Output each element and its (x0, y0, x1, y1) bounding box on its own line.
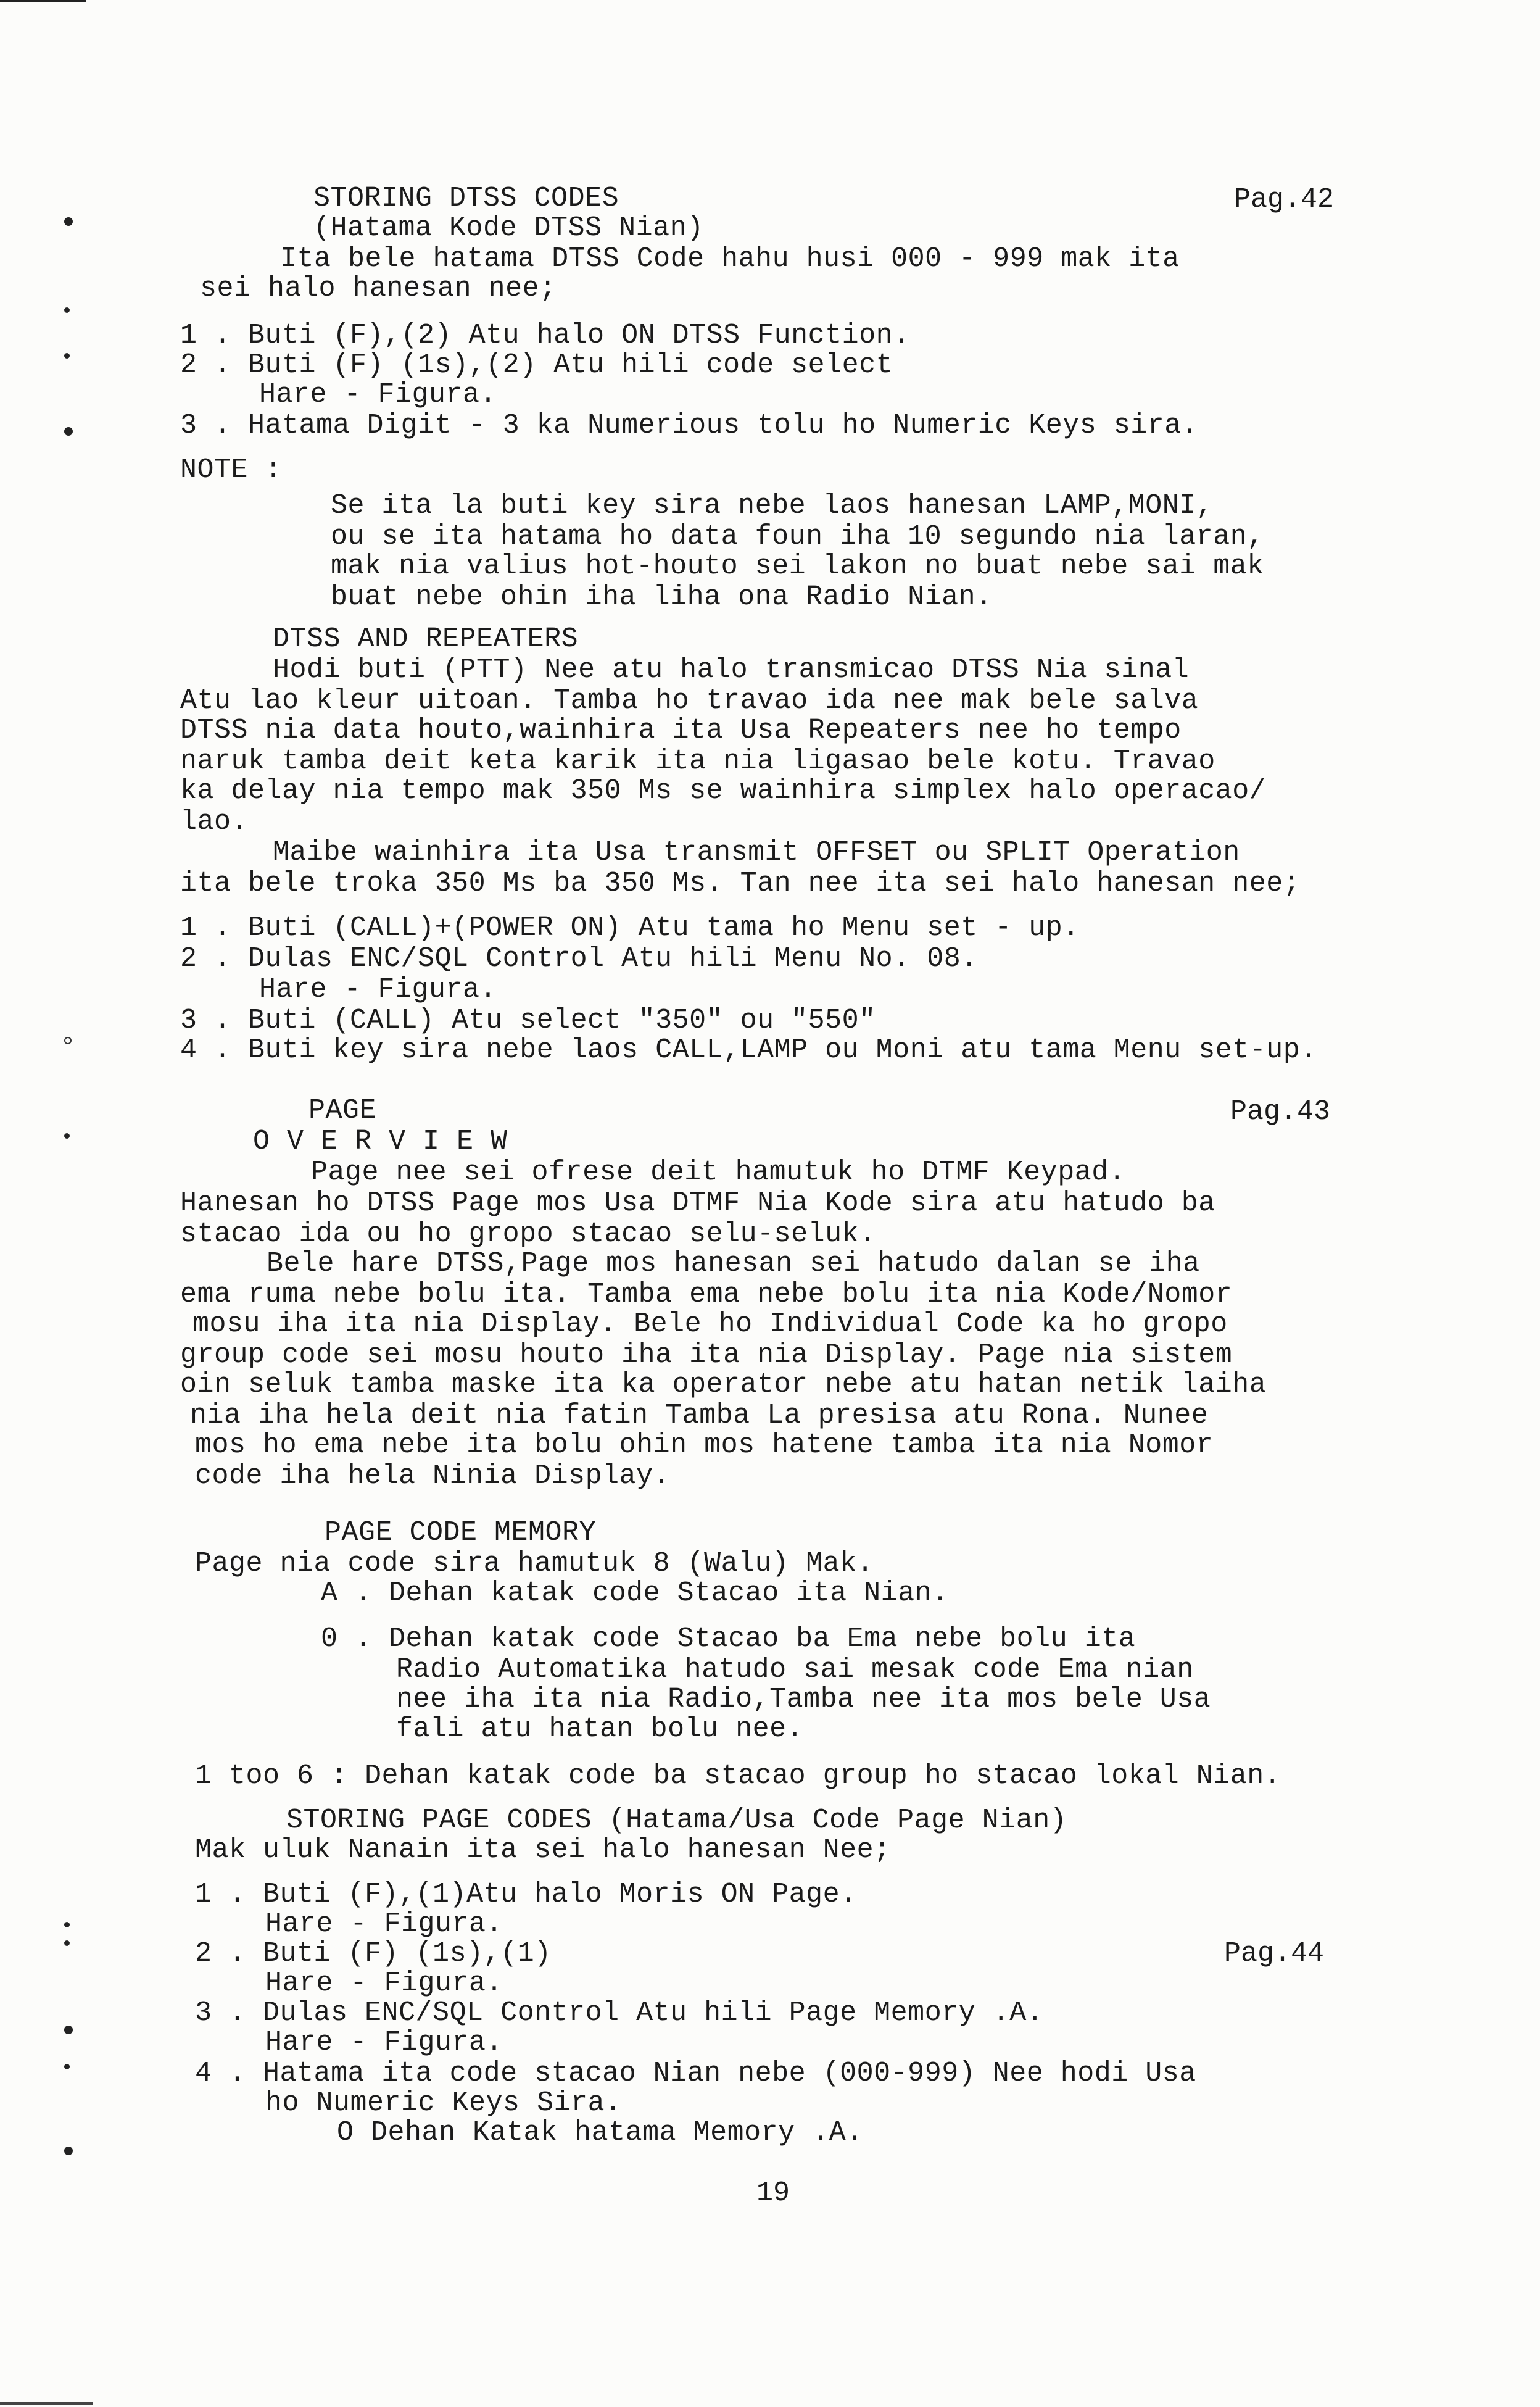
binding-hole-mark (64, 1922, 70, 1927)
page-marker-42: Pag.42 (1234, 184, 1335, 215)
section-heading-overview: O V E R V I E W (253, 1126, 508, 1157)
paragraph-line: Page nia code sira hamutuk 8 (Walu) Mak. (195, 1548, 874, 1579)
section-heading-storing-page-codes: STORING PAGE CODES (Hatama/Usa Code Page Nian) (286, 1805, 1067, 1836)
binding-hole-mark (64, 1037, 72, 1044)
paragraph-line: mosu iha ita nia Display. Bele ho Individual Code ka ho gropo (192, 1308, 1228, 1340)
paragraph-line: code iha hela Ninia Display. (195, 1460, 671, 1492)
step-continuation: ho Numeric Keys Sira. (265, 2087, 622, 2119)
page-marker-43: Pag.43 (1230, 1096, 1331, 1128)
paragraph-line: ka delay nia tempo mak 350 Ms se wainhira simplex halo operacao/ (180, 775, 1267, 807)
section-heading-storing-dtss: STORING DTSS CODES (313, 183, 619, 214)
figure-reference: Hare - Figura. (265, 1908, 503, 1940)
paragraph-line: Page nee sei ofrese deit hamutuk ho DTMF Keypad. (311, 1157, 1126, 1188)
step-line: 1 . Buti (F),(1)Atu halo Moris ON Page. (195, 1879, 857, 1910)
step-line: 2 . Buti (F) (1s),(1) (195, 1938, 552, 1969)
paragraph-line: Ita bele hatama DTSS Code hahu husi 000 - 999 mak ita (280, 243, 1180, 275)
paragraph-line: 1 too 6 : Dehan katak code ba stacao group ho stacao lokal Nian. (195, 1760, 1281, 1792)
paragraph-line: nia iha hela deit nia fatin Tamba La presisa atu Rona. Nunee (190, 1400, 1209, 1431)
paragraph-line: ema ruma nebe bolu ita. Tamba ema nebe bolu ita nia Kode/Nomor (180, 1279, 1233, 1310)
note-line: ou se ita hatama ho data foun iha 10 segundo nia laran, (331, 521, 1264, 552)
binding-hole-mark (64, 217, 73, 226)
paragraph-line: Hodi buti (PTT) Nee atu halo transmicao DTSS Nia sinal (273, 654, 1190, 686)
page-number: 19 (756, 2177, 790, 2209)
figure-reference: Hare - Figura. (259, 974, 497, 1005)
binding-hole-mark (64, 427, 73, 436)
paragraph-line: DTSS nia data houto,wainhira ita Usa Repeaters nee ho tempo (180, 715, 1182, 746)
paragraph-line: mos ho ema nebe ita bolu ohin mos hatene tamba ita nia Nomor (195, 1429, 1214, 1461)
paragraph-line: ita bele troka 350 Ms ba 350 Ms. Tan nee ita sei halo hanesan nee; (180, 868, 1301, 899)
paragraph-line: oin seluk tamba maske ita ka operator nebe atu hatan netik laiha (180, 1369, 1267, 1400)
step-line: 3 . Dulas ENC/SQL Control Atu hili Page Memory .A. (195, 1997, 1044, 2029)
paragraph-line: naruk tamba deit keta karik ita nia ligasao bele kotu. Travao (180, 746, 1215, 777)
top-edge-line (0, 0, 86, 2)
binding-hole-mark (64, 2064, 70, 2069)
paragraph-line: Mak uluk Nanain ita sei halo hanesan Nee; (195, 1834, 891, 1866)
note-line: buat nebe ohin iha liha ona Radio Nian. (331, 581, 993, 613)
paragraph-line: stacao ida ou ho gropo stacao selu-seluk. (180, 1218, 876, 1250)
paragraph-line: lao. (180, 806, 249, 838)
list-item-continuation: Radio Automatika hatudo sai mesak code Ema nian (396, 1654, 1194, 1686)
binding-hole-mark (64, 2026, 73, 2034)
binding-hole-mark (64, 1940, 70, 1946)
step-line: 2 . Dulas ENC/SQL Control Atu hili Menu No. 08. (180, 943, 978, 975)
binding-hole-mark (64, 1133, 70, 1139)
step-line: 4 . Hatama ita code stacao Nian nebe (000-999) Nee hodi Usa (195, 2058, 1196, 2089)
paragraph-line: group code sei mosu houto iha ita nia Display. Page nia sistem (180, 1339, 1233, 1371)
binding-hole-mark (64, 353, 70, 359)
paragraph-line: Atu lao kleur uitoan. Tamba ho travao ida nee mak bele salva (180, 685, 1199, 717)
section-heading-page: PAGE (308, 1095, 377, 1126)
figure-reference: Hare - Figura. (265, 2027, 503, 2058)
section-heading-page-code-memory: PAGE CODE MEMORY (325, 1517, 597, 1549)
section-heading-dtss-repeaters: DTSS AND REPEATERS (273, 623, 579, 655)
step-line: 3 . Buti (CALL) Atu select "350" ou "550" (180, 1005, 876, 1036)
binding-hole-mark (64, 307, 70, 313)
step-line: 2 . Buti (F) (1s),(2) Atu hili code select (180, 349, 893, 381)
list-item: 0 . Dehan katak code Stacao ba Ema nebe bolu ita (321, 1623, 1136, 1655)
paragraph-line: Hanesan ho DTSS Page mos Usa DTMF Nia Kode sira atu hatudo ba (180, 1187, 1215, 1219)
binding-hole-mark (64, 2147, 73, 2155)
step-line: 4 . Buti key sira nebe laos CALL,LAMP ou Moni atu tama Menu set-up. (180, 1034, 1317, 1066)
step-line: 3 . Hatama Digit - 3 ka Numerious tolu ho Numeric Keys sira. (180, 410, 1199, 441)
step-line: 1 . Buti (CALL)+(POWER ON) Atu tama ho Menu set - up. (180, 912, 1080, 944)
list-item-continuation: fali atu hatan bolu nee. (396, 1713, 804, 1745)
figure-reference: Hare - Figura. (259, 379, 497, 410)
bottom-edge-line (0, 2402, 93, 2405)
step-line: 1 . Buti (F),(2) Atu halo ON DTSS Function. (180, 320, 910, 351)
list-item-continuation: nee iha ita nia Radio,Tamba nee ita mos bele Usa (396, 1684, 1211, 1715)
note-line: mak nia valius hot-houto sei lakon no buat nebe sai mak (331, 551, 1264, 582)
note-line: Se ita la buti key sira nebe laos hanesan LAMP,MONI, (331, 490, 1214, 522)
section-subheading: (Hatama Kode DTSS Nian) (313, 212, 704, 244)
paragraph-line: sei halo hanesan nee; (200, 273, 557, 304)
paragraph-line: Maibe wainhira ita Usa transmit OFFSET ou SPLIT Operation (273, 837, 1240, 868)
paragraph-line: Bele hare DTSS,Page mos hanesan sei hatudo dalan se iha (267, 1248, 1200, 1279)
note-label: NOTE : (180, 454, 283, 486)
list-item: A . Dehan katak code Stacao ita Nian. (321, 1578, 949, 1609)
figure-reference: Hare - Figura. (265, 1968, 503, 1999)
step-continuation: O Dehan Katak hatama Memory .A. (337, 2117, 863, 2148)
page-marker-44: Pag.44 (1224, 1938, 1325, 1969)
